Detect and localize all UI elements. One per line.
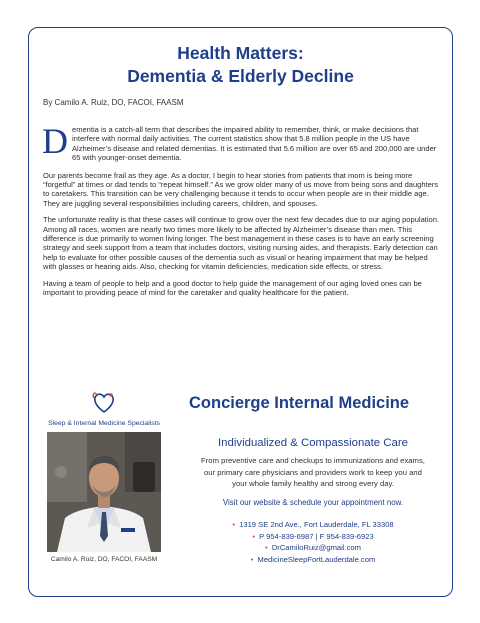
contact-email[interactable]	[177, 542, 449, 554]
bullet-icon: •	[250, 554, 254, 564]
ad-description-line-1: From preventive care and checkups to immunizations and exams,	[201, 456, 425, 465]
title-line-2: Dementia & Elderly Decline	[127, 66, 354, 86]
article-title	[29, 42, 452, 88]
ad-title: Concierge Internal Medicine	[189, 394, 410, 412]
paragraph-2: Our parents become frail as they age. As a doctor, I begin to hear stories from patients that mom is being more “forgetful” at times or dad tends to “repeat himself.” As we grow older many of us move from being sons and daughters to caretakers. This transition can be very challenging because it tends to occur when people are in their middle age. They are juggling several responsibilities including careers, children, and spouses.	[43, 170, 439, 208]
email-link[interactable]: DrCamiloRuiz@gmail.com	[271, 543, 361, 553]
website-link[interactable]: MedicineSleepFortLauderdale.com	[257, 554, 376, 564]
paragraph-3: The unfortunate reality is that these cases will continue to grow over the next few decades due to our aging population. Among all races, women are nearly two times more likely to be affected by Alzheimer’s disease than men. This difference is due primarily to women living longer. The best management in these cases is to have an early screening strategy and seek support from a team that includes doctors, visiting nursing aides, and therapists. Early detection can help to evaluate for other possible causes of the dementia such as visual or hearing impairment that may be helped with glasses or hearing aids. Also, checking for vitamin deficiencies, medication side effects, or stress.	[43, 215, 440, 272]
contact-phone	[177, 531, 449, 543]
bullet-icon: •	[252, 531, 255, 541]
bullet-icon: •	[232, 520, 235, 529]
stethoscope-heart-icon	[89, 388, 119, 418]
schedule-cta: Visit our website & schedule your appointment now.	[222, 498, 404, 507]
article-frame	[28, 27, 453, 597]
contact-list	[177, 519, 449, 565]
contact-website[interactable]	[177, 554, 449, 566]
ad-description	[177, 455, 449, 490]
photo-caption: Camilo A. Ruiz, DO, FACOI, FAASM	[50, 556, 158, 563]
paragraph-1-text: ementia is a catch-all term that describes the impaired ability to remember, think, or make decisions that interfere with normal daily activities. The current statistics show that 5.8 million people in the US have Alzheimer’s disease and related dementias. It is estimated that 5.6 million are over 65 and 200,000 are under 65 with younger-onset dementia.	[72, 125, 437, 163]
title-line-1: Health Matters:	[177, 43, 304, 63]
contact-address	[177, 519, 449, 531]
drop-cap: D	[42, 121, 68, 161]
article-body	[42, 121, 441, 305]
ad-description-line-3: your whole family healthy and strong every day.	[232, 479, 394, 489]
bullet-icon: •	[265, 543, 268, 553]
ad-description-line-2: our primary care physicians and providers work to keep you and	[204, 467, 422, 477]
practice-logo	[39, 388, 169, 427]
byline: By Camilo A. Ruiz, DO, FACOI, FAASM	[43, 98, 184, 107]
paragraph-1	[42, 121, 441, 163]
address-text: 1319 SE 2nd Ave., Fort Lauderdale, FL 33308	[239, 520, 394, 529]
phone-text: P 954-839-6987 | F 954-839-6923	[259, 531, 374, 541]
logo-text: Sleep & Internal Medicine Specialists	[48, 420, 160, 427]
ad-subtitle: Individualized & Compassionate Care	[218, 437, 408, 449]
doctor-photo	[47, 432, 161, 552]
paragraph-4: Having a team of people to help and a good doctor to help guide the management of our aging loved ones can be important to providing peace of mind for the caretaker and quality healthcare for the patient.	[43, 278, 422, 298]
